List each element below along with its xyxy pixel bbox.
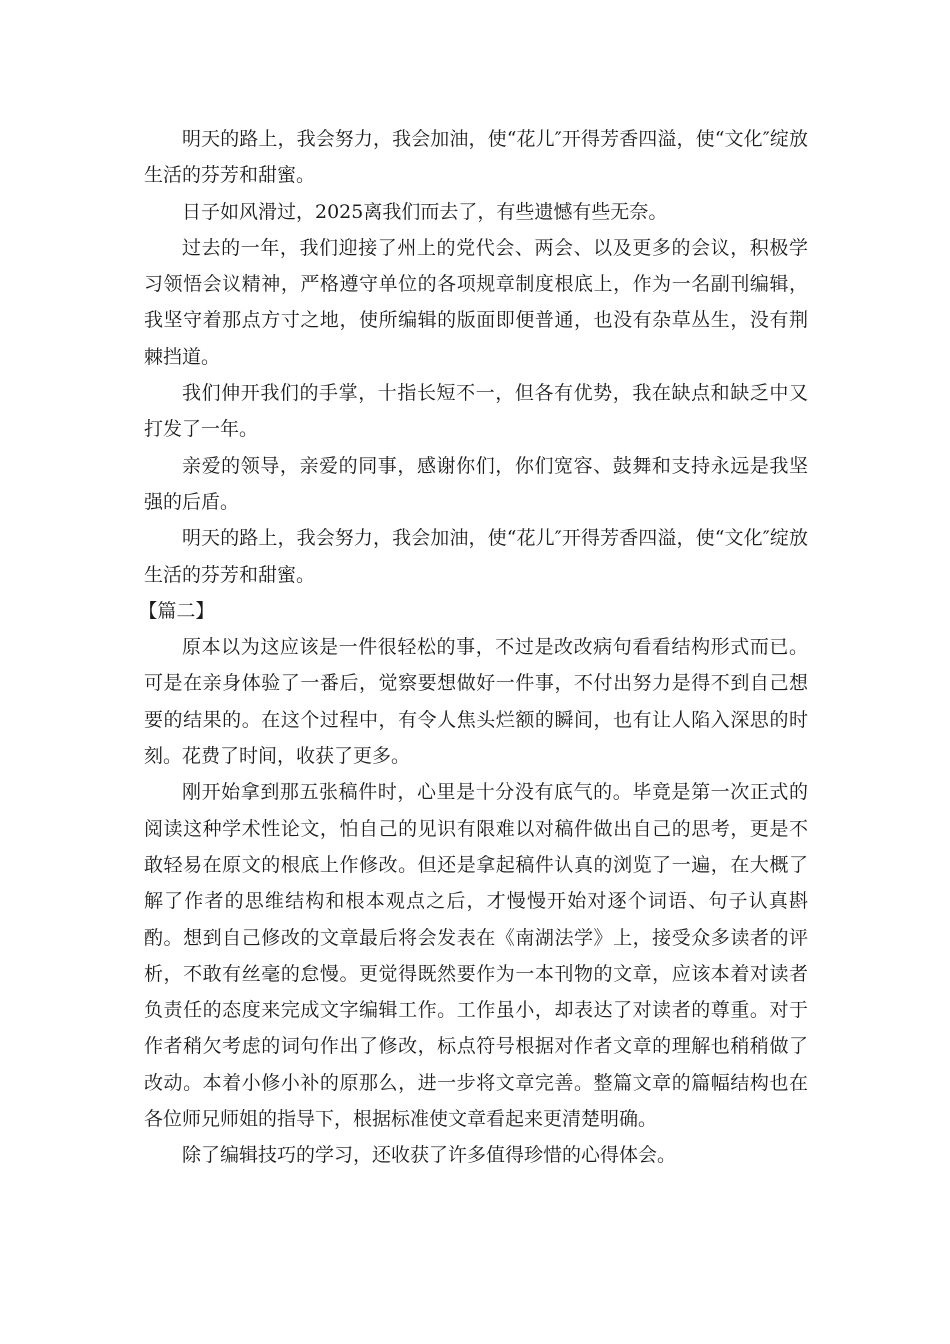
paragraph: 明天的路上，我会努力，我会加油，使“花儿″开得芳香四溢，使“文化″绽放生活的芬芳和甜蜜。 xyxy=(144,128,808,187)
paragraph: 亲爱的领导，亲爱的同事，感谢你们，你们宽容、鼓舞和支持永远是我坚强的后盾。 xyxy=(144,454,808,513)
paragraph: 明天的路上，我会努力，我会加油，使“花儿″开得芳香四溢，使“文化″绽放生活的芬芳和甜蜜。 xyxy=(144,527,808,586)
paragraph: 刚开始拿到那五张稿件时，心里是十分没有底气的。毕竟是第一次正式的阅读这种学术性论文，怕自己的见识有限难以对稿件做出自己的思考，更是不敢轻易在原文的根底上作修改。但还是拿起稿件认真的浏览了一遍，在大概了解了作者的思维结构和根本观点之后，才慢慢开始对逐个词语、句子认真斟酌。想到自己修改的文章最后将会发表在《南湖法学》上，接受众多读者的评析，不敢有丝毫的怠慢。更觉得既然要作为一本刊物的文章，应该本着对读者负责任的态度来完成文字编辑工作。工作虽小，却表达了对读者的尊重。对于作者稍欠考虑的词句作出了修改，标点符号根据对作者文章的理解也稍稍做了改动。本着小修小补的原那么，进一步将文章完善。整篇文章的篇幅结构也在各位师兄师姐的指导下，根据标准使文章看起来更清楚明确。 xyxy=(144,781,808,1131)
paragraph: 除了编辑技巧的学习，还收获了许多值得珍惜的心得体会。 xyxy=(182,1144,677,1167)
section-heading: 【篇二】 xyxy=(138,599,215,622)
paragraph: 我们伸开我们的手掌，十指长短不一，但各有优势，我在缺点和缺乏中又打发了一年。 xyxy=(144,382,808,441)
paragraph: 日子如风滑过，2025离我们而去了，有些遗憾有些无奈。 xyxy=(182,200,668,223)
document-page xyxy=(138,121,808,1174)
paragraph: 过去的一年，我们迎接了州上的党代会、两会、以及更多的会议，积极学习领悟会议精神，严格遵守单位的各项规章制度根底上，作为一名副刊编辑，我坚守着那点方寸之地，使所编辑的版面即便普通，也没有杂草丛生，没有荆棘挡道。 xyxy=(144,236,808,368)
paragraph: 原本以为这应该是一件很轻松的事，不过是改改病句看看结构形式而已。可是在亲身体验了一番后，觉察要想做好一件事，不付出努力是得不到自己想要的结果的。在这个过程中，有令人焦头烂额的瞬间，也有让人陷入深思的时刻。花费了时间，收获了更多。 xyxy=(144,636,808,768)
